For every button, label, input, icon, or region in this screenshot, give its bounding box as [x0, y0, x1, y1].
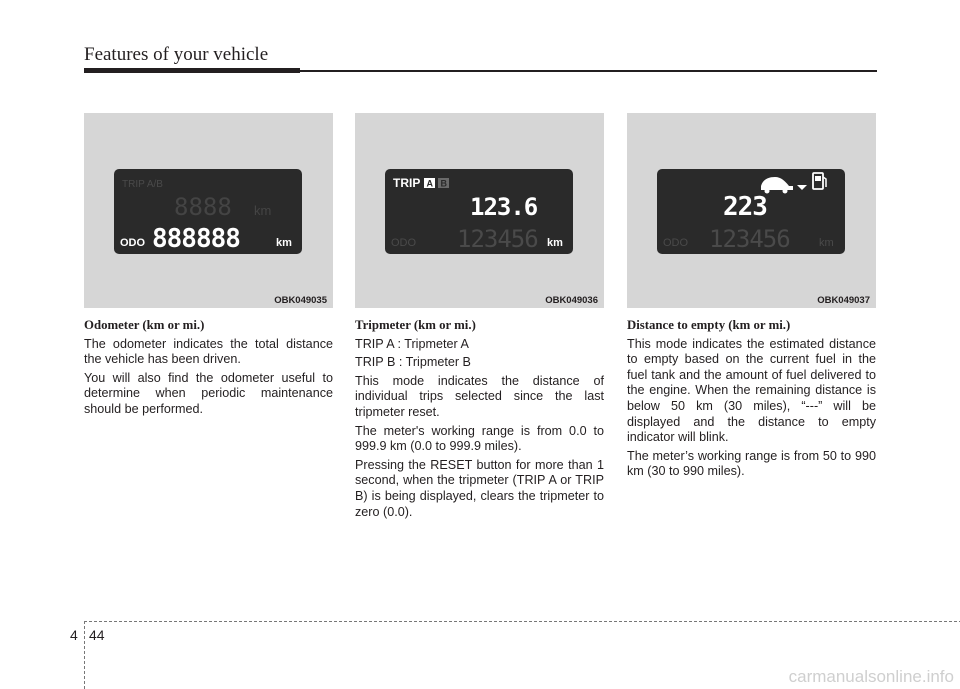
- odo-digits: 888888: [152, 224, 240, 254]
- paragraph: Pressing the RESET button for more than 1 second, when the tripmeter (TRIP A or TRIP B) is being displayed, clears the tripmeter to zero (0.0).: [355, 457, 604, 519]
- distance-to-empty-figure: [627, 113, 876, 308]
- footer-divider: [84, 621, 85, 689]
- header-rule-thin: [300, 70, 877, 72]
- section-heading: Distance to empty (km or mi.): [627, 318, 791, 332]
- figure-code: OBK049035: [274, 295, 327, 306]
- trip-value: 123.6: [470, 193, 538, 221]
- section-heading: Odometer (km or mi.): [84, 318, 205, 332]
- distance-to-empty-column: [627, 318, 876, 483]
- paragraph: The odometer indicates the total distance the vehicle has been driven.: [84, 336, 333, 367]
- paragraph: The meter's working range is from 0.0 to 999.9 km (0.0 to 999.9 miles).: [355, 423, 604, 454]
- odo-unit: km: [276, 237, 292, 249]
- fuel-pump-icon: [813, 173, 826, 189]
- chapter-number: 4: [70, 627, 78, 643]
- dte-value: 223: [723, 192, 767, 222]
- trip-label: TRIP: [393, 176, 421, 190]
- trip-a-letter: A: [426, 178, 433, 189]
- odo-digits-ghost: 123456: [709, 225, 790, 253]
- paragraph: This mode indicates the estimated distance to empty based on the current fuel in the fuel tank and the amount of fuel delivered to the engine. When the remaining distance is below 50 km (30 miles), “---” will be displayed and the distance to empty indicator will blink.: [627, 336, 876, 445]
- header-rule-dark: [84, 68, 300, 73]
- odo-unit: km: [547, 237, 563, 249]
- odo-label-ghost: ODO: [663, 237, 689, 249]
- watermark: carmanualsonline.info: [788, 667, 954, 686]
- arrow-icon: [797, 185, 807, 190]
- odometer-figure: [84, 113, 333, 308]
- odo-unit-ghost: km: [819, 237, 834, 249]
- tripmeter-figure: [355, 113, 604, 308]
- ghost-digits: 8888: [174, 193, 232, 221]
- tripmeter-lcd: [385, 169, 573, 254]
- odo-label-ghost: ODO: [391, 237, 417, 249]
- trip-b-letter: B: [440, 178, 447, 189]
- figure-code: OBK049036: [545, 295, 598, 306]
- page-number: 44: [89, 627, 105, 643]
- paragraph: This mode indicates the distance of individual trips selected since the last tripmeter reset.: [355, 373, 604, 419]
- figure-code: OBK049037: [817, 295, 870, 306]
- odometer-column: [84, 318, 333, 421]
- odo-digits-ghost: 123456: [457, 225, 538, 253]
- section-heading: Tripmeter (km or mi.): [355, 318, 476, 332]
- svg-text:km: km: [254, 203, 272, 218]
- paragraph: TRIP A : Tripmeter A: [355, 336, 469, 351]
- ghost-trip-label: TRIP A/B: [122, 179, 163, 190]
- dte-lcd: [657, 169, 845, 254]
- footer-rule: [84, 621, 960, 622]
- tripmeter-column: [355, 318, 604, 523]
- page-header-title: Features of your vehicle: [84, 44, 269, 65]
- odometer-lcd: [114, 169, 302, 254]
- paragraph: You will also find the odometer useful to determine when periodic maintenance should be performed.: [84, 370, 333, 416]
- paragraph: TRIP B : Tripmeter B: [355, 355, 471, 370]
- odo-label: ODO: [120, 237, 146, 249]
- paragraph: The meter’s working range is from 50 to 990 km (30 to 990 miles).: [627, 448, 876, 479]
